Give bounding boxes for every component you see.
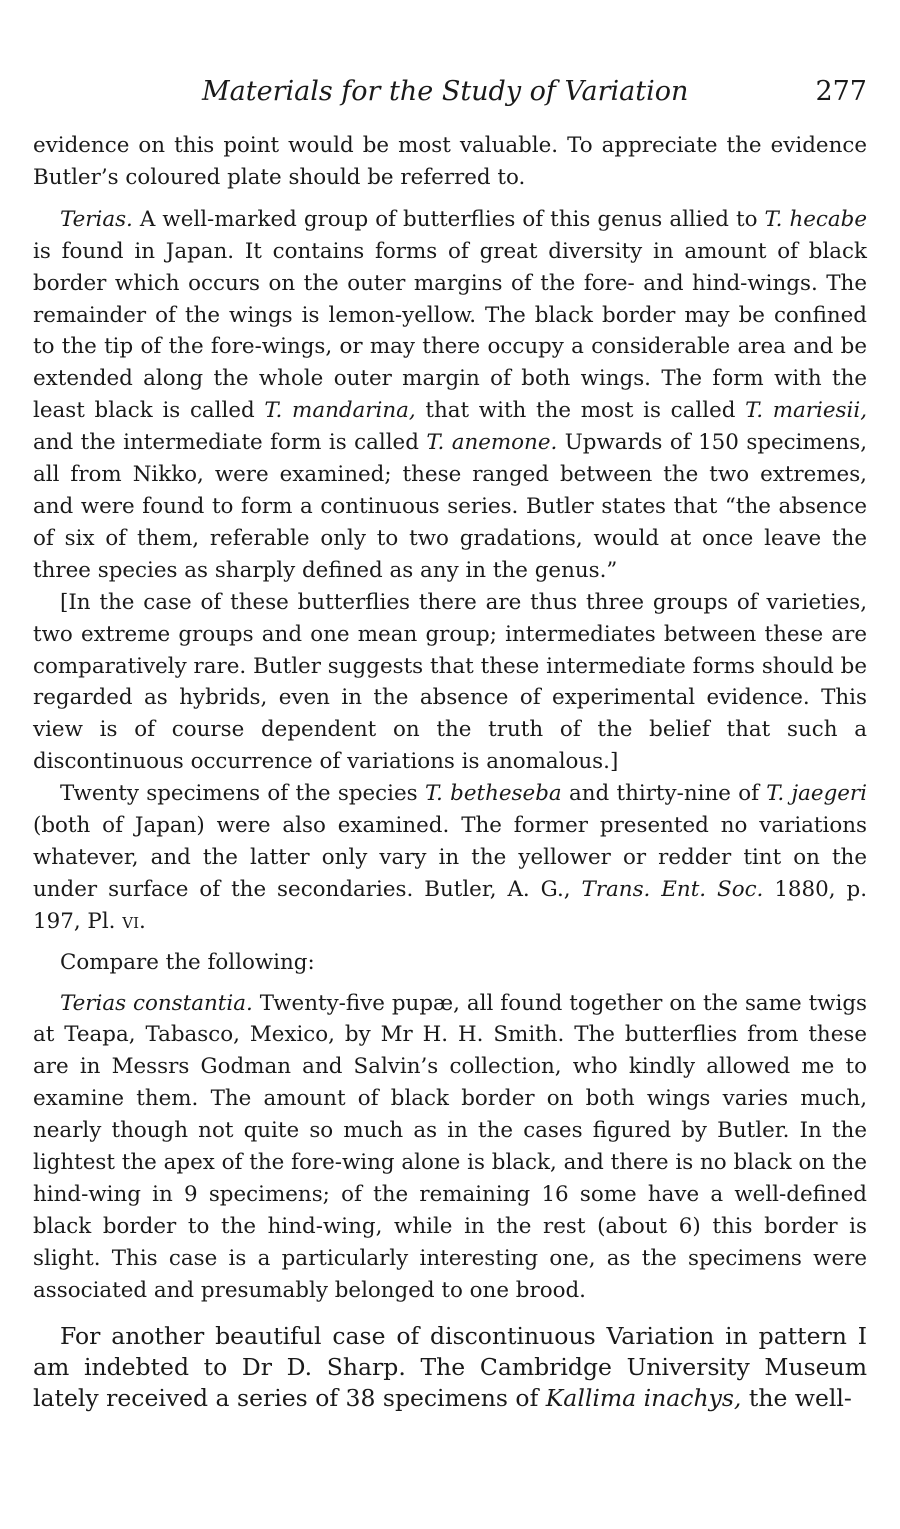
journal-name: Trans. Ent. Soc.: [581, 876, 764, 902]
species-name: T. mariesii,: [745, 398, 867, 424]
species-name: T. betheseba: [424, 781, 562, 807]
text-span: and the intermediate form is called: [33, 430, 427, 456]
text-span: Twenty specimens of the species: [60, 781, 425, 807]
text-span: and thirty-nine of: [561, 781, 767, 807]
text-span: A well-marked group of butterflies of this genus allied to: [132, 206, 765, 232]
species-name: Terias constantia.: [60, 990, 253, 1016]
text-span: Upwards of 150 specimens, all from Nikko, were examined; these ranged between the two extremes, and were found to form a continuous series. Butler states that “the absence of six of them, referable only to two gradations, would at once leave the three species as sharply defined as any in the genus.”: [33, 430, 867, 583]
paragraph-1: evidence on this point would be most valuable. To appreciate the evidence Butler’s coloured plate should be referred to.: [33, 133, 867, 190]
text-span: is found in Japan. It contains forms of great diversity in amount of black border which occurs on the outer margins of the fore- and hind-wings. The remainder of the wings is lemon-yellow. The black border may be confined to the tip of the fore-wings, or may there occupy a considerable area and be extended along the whole outer margin of both wings. The form with the least black is called: [33, 238, 867, 424]
species-name: T. jaegeri: [766, 781, 867, 807]
text-span: 1880, p. 197, Pl.: [33, 876, 867, 934]
text-span: Twenty-five pupæ, all found together on the same twigs at Teapa, Tabasco, Mexico, by Mr H. H. Smith. The butterflies from these are in Messrs Godman and Salvin’s collection, who kindly allowed me to examine them. The amount of black border on both wings varies much, nearly though not quite so much as in the cases figured by Butler. In the lightest the apex of the fore-wing alone is black, and there is no black on the hind-wing in 9 specimens; of the remaining 16 some have a well-defined black border to the hind-wing, while in the rest (about 6) this border is slight. This case is a particularly interesting one, as the specimens were associated and presumably belonged to one brood.: [33, 990, 867, 1303]
body-text: [33, 130, 867, 1414]
text-span: (both of Japan) were also examined. The former presented no variations whatever, and the latter only vary in the yellower or redder tint on the under surface of the secondaries. Butler, A. G.,: [33, 813, 867, 902]
page-number: 277: [815, 76, 867, 107]
text-span: For another beautiful case of discontinuous Variation in pattern I am indebted to Dr D. Sharp. The Cambridge University Museum lately received a series of 38 specimens of: [33, 1321, 867, 1412]
species-name: T. anemone.: [426, 430, 558, 456]
paragraph-betheseba: [33, 778, 867, 938]
species-name: T. mandarina,: [264, 398, 416, 424]
paragraph-kallima: [33, 1321, 867, 1414]
plate-number: vi.: [122, 908, 146, 934]
species-name: T. hecabe: [764, 206, 867, 232]
paragraph-compare: Compare the following:: [60, 949, 315, 975]
text-span: the well-: [741, 1383, 852, 1412]
genus-name: Terias.: [60, 206, 133, 232]
text-span: that with the most is called: [415, 398, 746, 424]
paragraph-bracketed-note: [In the case of these butterflies there are thus three groups of varieties, two extreme groups and one mean group; intermediates between these are comparatively rare. Butler suggests that these intermediate forms should be regarded as hybrids, even in the absence of experimental evidence. This view is of course dependent on the truth of the belief that such a discontinuous occurrence of variations is anomalous.]: [33, 589, 867, 775]
paragraph-constantia: [33, 988, 867, 1307]
species-name: Kallima inachys,: [545, 1383, 742, 1412]
running-title: Materials for the Study of Variation: [202, 76, 689, 107]
running-head: [33, 72, 867, 112]
paragraph-terias: [33, 204, 867, 587]
